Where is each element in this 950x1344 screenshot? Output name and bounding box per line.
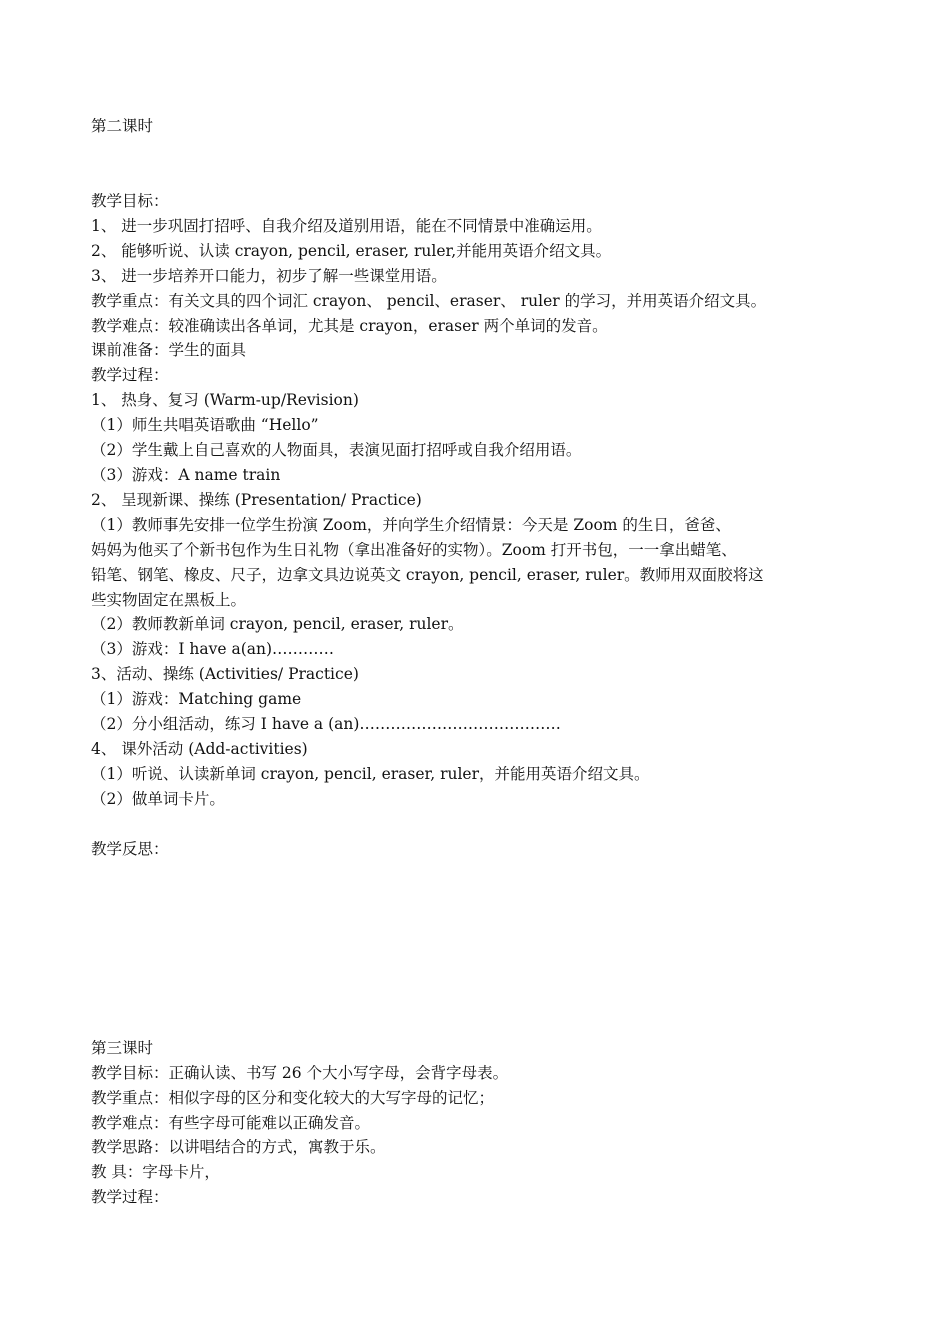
lesson2-process-item-cont: 妈妈为他买了个新书包作为生日礼物（拿出准备好的实物）。Zoom 打开书包，一一拿出蜡笔、 xyxy=(91,541,737,559)
lesson2-process-step-3: 3、活动、操练 (Activities/ Practice) xyxy=(91,665,359,683)
lesson2-objective-2: 2、 能够听说、认读 crayon, pencil, eraser, ruler,并能用英语介绍文具。 xyxy=(91,242,612,260)
lesson2-process-step-2: 2、 呈现新课、操练 (Presentation/ Practice) xyxy=(91,491,422,509)
lesson3-aids: 教 具：字母卡片， xyxy=(91,1163,220,1181)
lesson2-process-heading: 教学过程： xyxy=(91,366,169,384)
lesson2-process-item: （1）听说、认读新单词 crayon, pencil, eraser, ruler，并能用英语介绍文具。 xyxy=(91,765,650,783)
lesson2-difficulties: 教学难点：较准确读出各单词，尤其是 crayon，eraser 两个单词的发音。 xyxy=(91,317,608,335)
lesson2-process-item: （2）做单词卡片。 xyxy=(91,790,225,808)
lesson2-preparation: 课前准备：学生的面具 xyxy=(91,341,247,359)
lesson3-title: 第三课时 xyxy=(91,1039,154,1057)
lesson2-process-item: （2）教师教新单词 crayon, pencil, eraser, ruler。 xyxy=(91,615,464,633)
lesson2-title: 第二课时 xyxy=(91,117,154,135)
lesson2-process-item: （2）分小组活动，练习 I have a (an)………………………………… xyxy=(91,715,561,733)
lesson3-objectives: 教学目标：正确认读、书写 26 个大小写字母，会背字母表。 xyxy=(91,1064,509,1082)
lesson3-difficulties: 教学难点：有些字母可能难以正确发音。 xyxy=(91,1114,371,1132)
lesson2-process-item-cont: 铅笔、钢笔、橡皮、尺子，边拿文具边说英文 crayon, pencil, eraser, ruler。教师用双面胶将这 xyxy=(91,566,764,584)
lesson3-key-points: 教学重点：相似字母的区分和变化较大的大写字母的记忆； xyxy=(91,1089,495,1107)
lesson2-process-item: （1）游戏：Matching game xyxy=(91,690,302,708)
lesson3-process-heading: 教学过程： xyxy=(91,1188,169,1206)
lesson2-reflection: 教学反思： xyxy=(91,840,169,858)
lesson2-objectives-heading: 教学目标： xyxy=(91,192,169,210)
lesson2-objective-1: 1、 进一步巩固打招呼、自我介绍及道别用语，能在不同情景中准确运用。 xyxy=(91,217,602,235)
lesson2-key-points: 教学重点：有关文具的四个词汇 crayon、 pencil、eraser、 ruler 的学习，并用英语介绍文具。 xyxy=(91,292,767,310)
lesson2-process-step-1: 1、 热身、复习 (Warm-up/Revision) xyxy=(91,391,359,409)
lesson2-process-item: （3）游戏：I have a(an)………… xyxy=(91,640,335,658)
lesson2-process-item: （1）教师事先安排一位学生扮演 Zoom，并向学生介绍情景：今天是 Zoom 的生日，爸爸、 xyxy=(91,516,731,534)
lesson2-process-item-cont: 些实物固定在黑板上。 xyxy=(91,591,247,609)
lesson3-approach: 教学思路：以讲唱结合的方式，寓教于乐。 xyxy=(91,1138,386,1156)
lesson2-process-item: （2）学生戴上自己喜欢的人物面具，表演见面打招呼或自我介绍用语。 xyxy=(91,441,582,459)
lesson2-process-step-4: 4、 课外活动 (Add-activities) xyxy=(91,740,308,758)
lesson2-process-item: （3）游戏：A name train xyxy=(91,466,281,484)
lesson2-objective-3: 3、 进一步培养开口能力，初步了解一些课堂用语。 xyxy=(91,267,447,285)
lesson2-process-item: （1）师生共唱英语歌曲 “Hello” xyxy=(91,416,319,434)
